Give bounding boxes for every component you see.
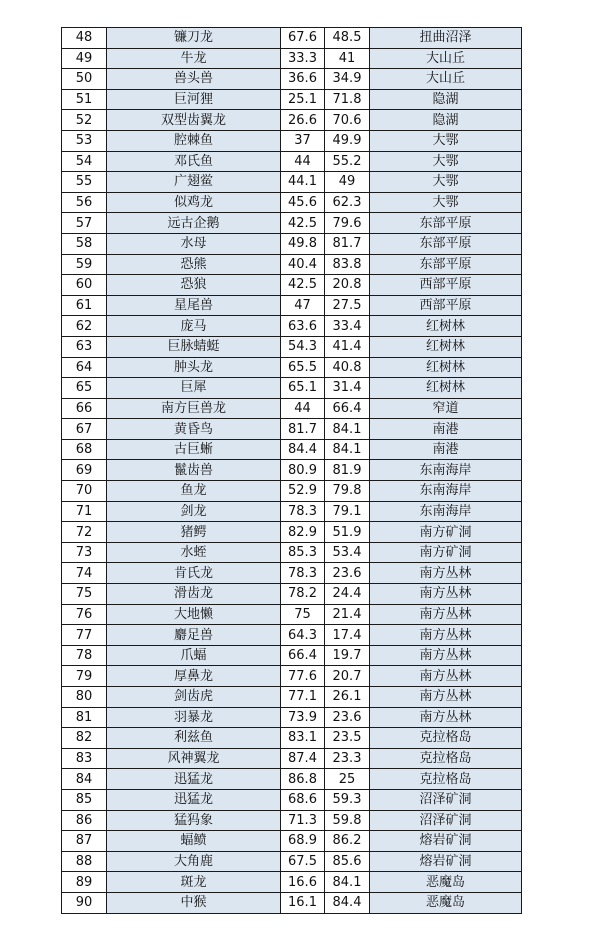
cell-coord-y: 19.7 (325, 645, 370, 666)
cell-coord-x: 83.1 (281, 728, 325, 749)
cell-creature-name: 肿头龙 (107, 357, 281, 378)
cell-creature-name: 鱼龙 (107, 481, 281, 502)
cell-coord-y: 84.1 (325, 439, 370, 460)
cell-coord-x: 49.8 (281, 233, 325, 254)
cell-creature-name: 羽暴龙 (107, 707, 281, 728)
cell-coord-x: 78.2 (281, 584, 325, 605)
cell-creature-name: 猛犸象 (107, 810, 281, 831)
cell-id: 62 (62, 316, 107, 337)
table-row (62, 625, 522, 646)
cell-creature-name: 镰刀龙 (107, 28, 281, 49)
cell-coord-x: 44 (281, 151, 325, 172)
table-row (62, 501, 522, 522)
cell-coord-x: 71.3 (281, 810, 325, 831)
cell-creature-name: 庞马 (107, 316, 281, 337)
cell-creature-name: 爪蝠 (107, 645, 281, 666)
cell-coord-y: 53.4 (325, 542, 370, 563)
cell-id: 83 (62, 748, 107, 769)
table-row (62, 378, 522, 399)
cell-coord-x: 52.9 (281, 481, 325, 502)
cell-location: 克拉格岛 (370, 748, 522, 769)
cell-id: 70 (62, 481, 107, 502)
cell-coord-y: 41.4 (325, 336, 370, 357)
cell-coord-y: 40.8 (325, 357, 370, 378)
cell-id: 90 (62, 892, 107, 913)
table-row (62, 275, 522, 296)
cell-id: 80 (62, 687, 107, 708)
table-row (62, 789, 522, 810)
cell-creature-name: 水母 (107, 233, 281, 254)
cell-coord-x: 85.3 (281, 542, 325, 563)
cell-coord-x: 40.4 (281, 254, 325, 275)
cell-coord-x: 68.6 (281, 789, 325, 810)
cell-location: 隐湖 (370, 110, 522, 131)
cell-coord-y: 55.2 (325, 151, 370, 172)
cell-creature-name: 兽头兽 (107, 69, 281, 90)
table-row (62, 419, 522, 440)
cell-coord-y: 59.8 (325, 810, 370, 831)
cell-location: 克拉格岛 (370, 769, 522, 790)
cell-coord-y: 62.3 (325, 192, 370, 213)
cell-id: 66 (62, 398, 107, 419)
cell-coord-y: 24.4 (325, 584, 370, 605)
cell-creature-name: 大角鹿 (107, 851, 281, 872)
cell-location: 东部平原 (370, 233, 522, 254)
cell-coord-y: 27.5 (325, 295, 370, 316)
cell-location: 东部平原 (370, 213, 522, 234)
cell-coord-y: 83.8 (325, 254, 370, 275)
cell-coord-y: 71.8 (325, 89, 370, 110)
table-row (62, 748, 522, 769)
cell-location: 南方丛林 (370, 625, 522, 646)
cell-id: 49 (62, 48, 107, 69)
cell-location: 恶魔岛 (370, 872, 522, 893)
cell-location: 红树林 (370, 316, 522, 337)
cell-coord-x: 25.1 (281, 89, 325, 110)
cell-creature-name: 中猴 (107, 892, 281, 913)
cell-location: 红树林 (370, 357, 522, 378)
cell-coord-y: 49 (325, 172, 370, 193)
table-row (62, 89, 522, 110)
cell-coord-x: 82.9 (281, 522, 325, 543)
cell-coord-y: 34.9 (325, 69, 370, 90)
cell-coord-y: 81.9 (325, 460, 370, 481)
cell-creature-name: 古巨蜥 (107, 439, 281, 460)
cell-creature-name: 牛龙 (107, 48, 281, 69)
cell-location: 大鄂 (370, 192, 522, 213)
cell-id: 76 (62, 604, 107, 625)
cell-creature-name: 猪鳄 (107, 522, 281, 543)
table-row (62, 645, 522, 666)
cell-location: 大鄂 (370, 172, 522, 193)
cell-coord-x: 16.6 (281, 872, 325, 893)
table-row (62, 439, 522, 460)
cell-coord-y: 41 (325, 48, 370, 69)
cell-id: 75 (62, 584, 107, 605)
cell-coord-y: 86.2 (325, 831, 370, 852)
cell-coord-x: 16.1 (281, 892, 325, 913)
cell-coord-y: 23.5 (325, 728, 370, 749)
table-row (62, 687, 522, 708)
table-row (62, 563, 522, 584)
cell-coord-y: 70.6 (325, 110, 370, 131)
table-row (62, 769, 522, 790)
cell-coord-x: 33.3 (281, 48, 325, 69)
cell-location: 东南海岸 (370, 481, 522, 502)
cell-location: 南方丛林 (370, 584, 522, 605)
cell-coord-x: 64.3 (281, 625, 325, 646)
cell-creature-name: 巨河狸 (107, 89, 281, 110)
table-row (62, 151, 522, 172)
cell-location: 南方矿洞 (370, 522, 522, 543)
cell-id: 64 (62, 357, 107, 378)
cell-id: 60 (62, 275, 107, 296)
cell-coord-x: 45.6 (281, 192, 325, 213)
cell-coord-x: 44 (281, 398, 325, 419)
cell-creature-name: 厚鼻龙 (107, 666, 281, 687)
cell-creature-name: 邓氏鱼 (107, 151, 281, 172)
cell-location: 红树林 (370, 336, 522, 357)
cell-coord-x: 66.4 (281, 645, 325, 666)
table-row (62, 295, 522, 316)
cell-location: 沼泽矿洞 (370, 789, 522, 810)
cell-id: 81 (62, 707, 107, 728)
table-row (62, 172, 522, 193)
cell-location: 窄道 (370, 398, 522, 419)
table-row (62, 48, 522, 69)
cell-coord-x: 67.5 (281, 851, 325, 872)
cell-coord-y: 20.8 (325, 275, 370, 296)
cell-location: 南方丛林 (370, 687, 522, 708)
cell-id: 63 (62, 336, 107, 357)
cell-coord-y: 31.4 (325, 378, 370, 399)
cell-id: 56 (62, 192, 107, 213)
cell-coord-y: 84.4 (325, 892, 370, 913)
cell-id: 72 (62, 522, 107, 543)
cell-id: 73 (62, 542, 107, 563)
cell-creature-name: 水蛭 (107, 542, 281, 563)
cell-location: 东部平原 (370, 254, 522, 275)
cell-creature-name: 南方巨兽龙 (107, 398, 281, 419)
cell-coord-y: 49.9 (325, 130, 370, 151)
cell-location: 南方丛林 (370, 604, 522, 625)
cell-coord-y: 33.4 (325, 316, 370, 337)
cell-location: 南方丛林 (370, 563, 522, 584)
cell-coord-y: 25 (325, 769, 370, 790)
cell-coord-y: 79.1 (325, 501, 370, 522)
cell-location: 恶魔岛 (370, 892, 522, 913)
cell-coord-y: 23.6 (325, 707, 370, 728)
table-row (62, 336, 522, 357)
cell-location: 南港 (370, 439, 522, 460)
cell-creature-name: 风神翼龙 (107, 748, 281, 769)
cell-location: 隐湖 (370, 89, 522, 110)
table-row (62, 254, 522, 275)
cell-location: 南方丛林 (370, 707, 522, 728)
cell-coord-x: 65.1 (281, 378, 325, 399)
table-row (62, 522, 522, 543)
cell-id: 52 (62, 110, 107, 131)
cell-creature-name: 腔棘鱼 (107, 130, 281, 151)
table-row (62, 192, 522, 213)
cell-id: 77 (62, 625, 107, 646)
cell-creature-name: 广翅鲎 (107, 172, 281, 193)
table-row (62, 69, 522, 90)
cell-id: 50 (62, 69, 107, 90)
cell-creature-name: 恐狼 (107, 275, 281, 296)
cell-coord-y: 23.3 (325, 748, 370, 769)
cell-creature-name: 远古企鹅 (107, 213, 281, 234)
table-row (62, 213, 522, 234)
cell-coord-x: 42.5 (281, 275, 325, 296)
cell-coord-x: 37 (281, 130, 325, 151)
table-row (62, 130, 522, 151)
cell-location: 大鄂 (370, 151, 522, 172)
cell-coord-x: 81.7 (281, 419, 325, 440)
cell-coord-y: 48.5 (325, 28, 370, 49)
cell-coord-x: 44.1 (281, 172, 325, 193)
cell-creature-name: 斑龙 (107, 872, 281, 893)
table-row (62, 481, 522, 502)
cell-location: 沼泽矿洞 (370, 810, 522, 831)
table-row (62, 357, 522, 378)
cell-id: 71 (62, 501, 107, 522)
cell-id: 89 (62, 872, 107, 893)
cell-id: 74 (62, 563, 107, 584)
cell-id: 87 (62, 831, 107, 852)
cell-coord-x: 80.9 (281, 460, 325, 481)
cell-creature-name: 双型齿翼龙 (107, 110, 281, 131)
table-row (62, 851, 522, 872)
cell-coord-y: 59.3 (325, 789, 370, 810)
cell-creature-name: 迅猛龙 (107, 769, 281, 790)
cell-creature-name: 迅猛龙 (107, 789, 281, 810)
cell-coord-x: 86.8 (281, 769, 325, 790)
cell-coord-x: 78.3 (281, 501, 325, 522)
cell-coord-x: 36.6 (281, 69, 325, 90)
cell-coord-x: 47 (281, 295, 325, 316)
cell-coord-y: 26.1 (325, 687, 370, 708)
cell-coord-x: 73.9 (281, 707, 325, 728)
cell-location: 大山丘 (370, 69, 522, 90)
table-row (62, 872, 522, 893)
cell-coord-y: 51.9 (325, 522, 370, 543)
table-row (62, 542, 522, 563)
cell-creature-name: 剑齿虎 (107, 687, 281, 708)
cell-coord-x: 65.5 (281, 357, 325, 378)
cell-creature-name: 星尾兽 (107, 295, 281, 316)
cell-id: 51 (62, 89, 107, 110)
cell-id: 79 (62, 666, 107, 687)
cell-coord-y: 21.4 (325, 604, 370, 625)
cell-id: 58 (62, 233, 107, 254)
cell-id: 82 (62, 728, 107, 749)
cell-location: 大鄂 (370, 130, 522, 151)
cell-creature-name: 麝足兽 (107, 625, 281, 646)
cell-coord-y: 81.7 (325, 233, 370, 254)
table-row (62, 316, 522, 337)
cell-creature-name: 鬣齿兽 (107, 460, 281, 481)
cell-location: 克拉格岛 (370, 728, 522, 749)
cell-coord-y: 79.8 (325, 481, 370, 502)
cell-id: 69 (62, 460, 107, 481)
cell-id: 61 (62, 295, 107, 316)
cell-id: 84 (62, 769, 107, 790)
cell-id: 53 (62, 130, 107, 151)
cell-coord-y: 85.6 (325, 851, 370, 872)
cell-coord-x: 67.6 (281, 28, 325, 49)
cell-creature-name: 大地懒 (107, 604, 281, 625)
cell-id: 57 (62, 213, 107, 234)
table-row (62, 728, 522, 749)
cell-coord-x: 42.5 (281, 213, 325, 234)
table-row (62, 707, 522, 728)
cell-creature-name: 滑齿龙 (107, 584, 281, 605)
cell-id: 65 (62, 378, 107, 399)
cell-location: 熔岩矿洞 (370, 831, 522, 852)
table-row (62, 604, 522, 625)
cell-id: 68 (62, 439, 107, 460)
cell-coord-x: 26.6 (281, 110, 325, 131)
cell-creature-name: 似鸡龙 (107, 192, 281, 213)
table-row (62, 666, 522, 687)
creature-location-table (61, 27, 522, 914)
cell-location: 西部平原 (370, 275, 522, 296)
table-row (62, 892, 522, 913)
cell-location: 西部平原 (370, 295, 522, 316)
cell-location: 扭曲沼泽 (370, 28, 522, 49)
cell-coord-x: 77.6 (281, 666, 325, 687)
cell-creature-name: 恐熊 (107, 254, 281, 275)
cell-coord-y: 23.6 (325, 563, 370, 584)
cell-coord-x: 77.1 (281, 687, 325, 708)
cell-id: 78 (62, 645, 107, 666)
cell-creature-name: 黄昏鸟 (107, 419, 281, 440)
table-row (62, 398, 522, 419)
cell-location: 东南海岸 (370, 460, 522, 481)
cell-location: 南方矿洞 (370, 542, 522, 563)
table-row (62, 831, 522, 852)
cell-id: 55 (62, 172, 107, 193)
cell-creature-name: 剑龙 (107, 501, 281, 522)
table-row (62, 810, 522, 831)
cell-location: 东南海岸 (370, 501, 522, 522)
cell-id: 48 (62, 28, 107, 49)
cell-id: 54 (62, 151, 107, 172)
table-row (62, 460, 522, 481)
cell-coord-y: 84.1 (325, 872, 370, 893)
cell-id: 59 (62, 254, 107, 275)
cell-coord-x: 78.3 (281, 563, 325, 584)
cell-coord-y: 20.7 (325, 666, 370, 687)
cell-creature-name: 巨脉蜻蜓 (107, 336, 281, 357)
table-row (62, 233, 522, 254)
table-row (62, 28, 522, 49)
cell-location: 南方丛林 (370, 645, 522, 666)
table-body (62, 28, 522, 914)
cell-location: 南方丛林 (370, 666, 522, 687)
cell-coord-x: 84.4 (281, 439, 325, 460)
cell-location: 红树林 (370, 378, 522, 399)
cell-coord-y: 84.1 (325, 419, 370, 440)
table-row (62, 110, 522, 131)
cell-coord-y: 79.6 (325, 213, 370, 234)
cell-creature-name: 肯氏龙 (107, 563, 281, 584)
cell-coord-x: 87.4 (281, 748, 325, 769)
cell-creature-name: 蝠鲼 (107, 831, 281, 852)
cell-location: 大山丘 (370, 48, 522, 69)
cell-id: 86 (62, 810, 107, 831)
cell-coord-y: 66.4 (325, 398, 370, 419)
table-row (62, 584, 522, 605)
cell-coord-x: 68.9 (281, 831, 325, 852)
cell-id: 88 (62, 851, 107, 872)
cell-location: 熔岩矿洞 (370, 851, 522, 872)
cell-location: 南港 (370, 419, 522, 440)
cell-coord-x: 63.6 (281, 316, 325, 337)
cell-coord-y: 17.4 (325, 625, 370, 646)
cell-creature-name: 巨犀 (107, 378, 281, 399)
cell-coord-x: 75 (281, 604, 325, 625)
cell-creature-name: 利兹鱼 (107, 728, 281, 749)
cell-coord-x: 54.3 (281, 336, 325, 357)
cell-id: 67 (62, 419, 107, 440)
cell-id: 85 (62, 789, 107, 810)
